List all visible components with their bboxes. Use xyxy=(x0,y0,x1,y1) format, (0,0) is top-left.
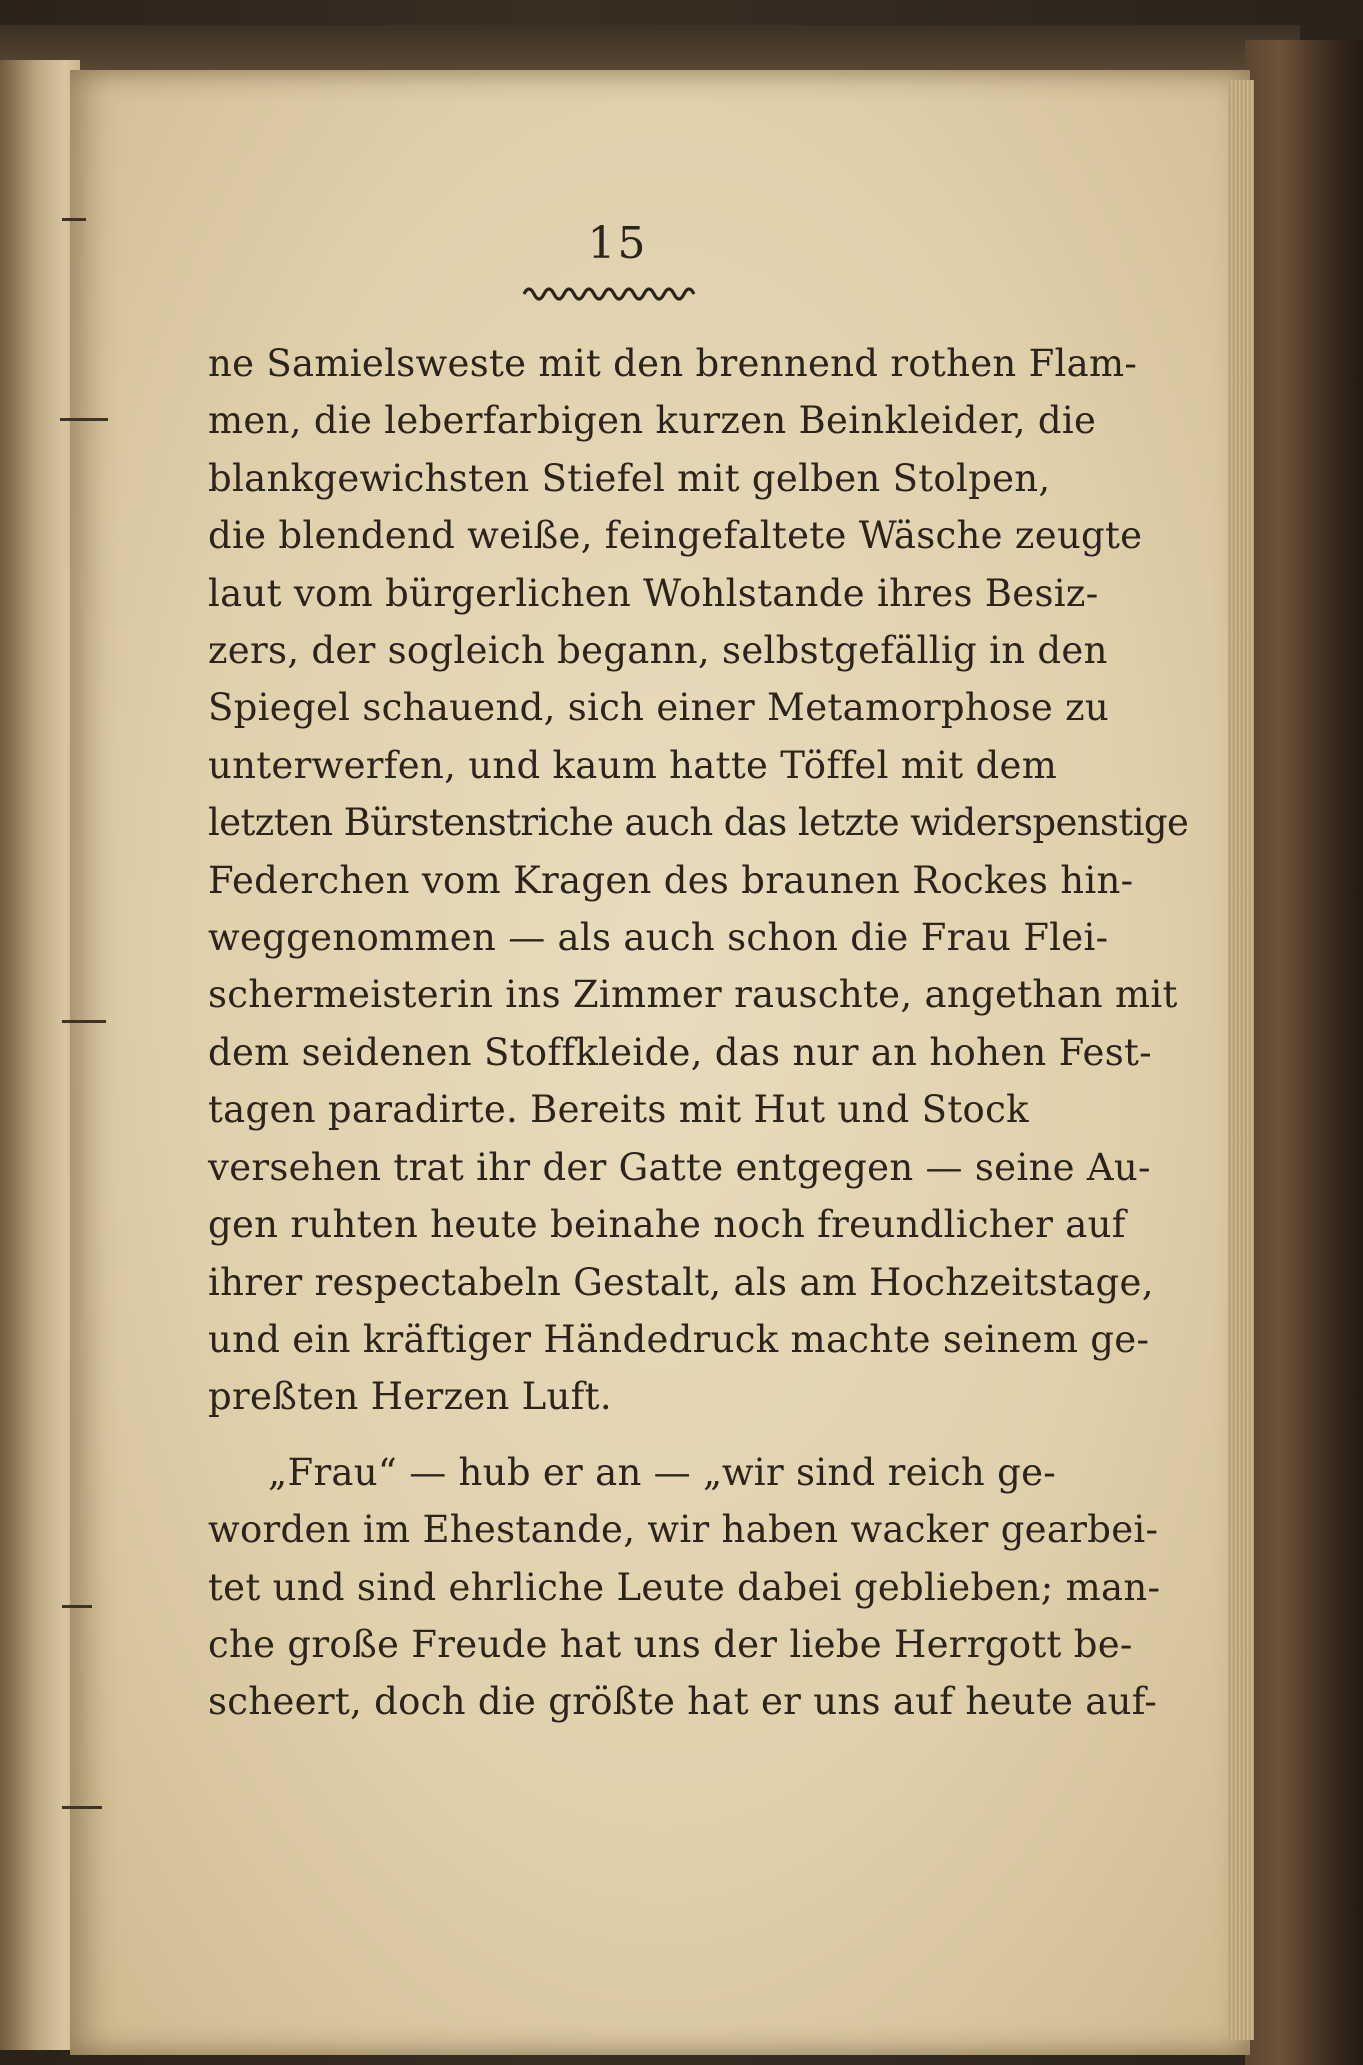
paragraph xyxy=(208,335,1189,1426)
margin-mark xyxy=(62,1605,92,1608)
text-line: Federchen vom Kragen des braunen Rockes hin- xyxy=(208,858,1134,902)
text-line: tet und sind ehrliche Leute dabei geblieben; man- xyxy=(208,1565,1161,1609)
paragraph xyxy=(208,1444,1161,1731)
paragraph-gap xyxy=(208,1426,1008,1444)
margin-mark xyxy=(62,1020,106,1023)
facing-page-edge xyxy=(0,60,80,2050)
text-line: Spiegel schauend, sich einer Metamorphose zu xyxy=(208,686,1110,730)
binding-top-edge xyxy=(0,25,1300,75)
text-line: che große Freude hat uns der liebe Herrgott be- xyxy=(208,1622,1133,1666)
text-line: zers, der sogleich begann, selbstgefällig in den xyxy=(208,629,1108,673)
text-line: und ein kräftiger Händedruck machte seinem ge- xyxy=(208,1317,1150,1361)
text-line: unterwerfen, und kaum hatte Töffel mit dem xyxy=(208,743,1058,787)
margin-mark xyxy=(62,1806,102,1809)
text-line: weggenommen — als auch schon die Frau Flei- xyxy=(208,916,1109,960)
text-line: tagen paradirte. Bereits mit Hut und Stock xyxy=(208,1088,1029,1132)
page-body-text xyxy=(208,335,1189,1731)
text-line: men, die leberfarbigen kurzen Beinkleider, die xyxy=(208,399,1097,443)
text-line: versehen trat ihr der Gatte entgegen — seine Au- xyxy=(208,1145,1151,1189)
text-line: preßten Herzen Luft. xyxy=(208,1375,612,1419)
text-line: „Frau“ — hub er an — „wir sind reich ge- xyxy=(268,1450,1057,1494)
text-line: ihrer respectabeln Gestalt, als am Hochzeitstage, xyxy=(208,1260,1154,1304)
text-line: schermeisterin ins Zimmer rauschte, angethan mit xyxy=(208,973,1178,1017)
text-line: gen ruhten heute beinahe noch freundlicher auf xyxy=(208,1203,1126,1247)
text-line: blankgewichsten Stiefel mit gelben Stolpen, xyxy=(208,456,1051,500)
text-line: die blendend weiße, feingefaltete Wäsche zeugte xyxy=(208,514,1143,558)
text-line: worden im Ehestande, wir haben wacker gearbei- xyxy=(208,1508,1159,1552)
wave-rule-ornament xyxy=(522,280,702,306)
margin-mark xyxy=(60,418,108,421)
binding-spine-right xyxy=(1245,40,1363,2065)
text-line: letzten Bürstenstriche auch das letzte widerspenstige xyxy=(208,801,1189,845)
text-line: laut vom bürgerlichen Wohlstande ihres Besiz- xyxy=(208,571,1099,615)
text-line: dem seidenen Stoffkleide, das nur an hohen Fest- xyxy=(208,1030,1152,1074)
page-number: 15 xyxy=(587,218,648,269)
text-line: scheert, doch die größte hat er uns auf heute auf- xyxy=(208,1680,1158,1724)
text-line: ne Samielsweste mit den brennend rothen Flam- xyxy=(208,342,1138,385)
page-block-edge xyxy=(1228,80,1254,2040)
